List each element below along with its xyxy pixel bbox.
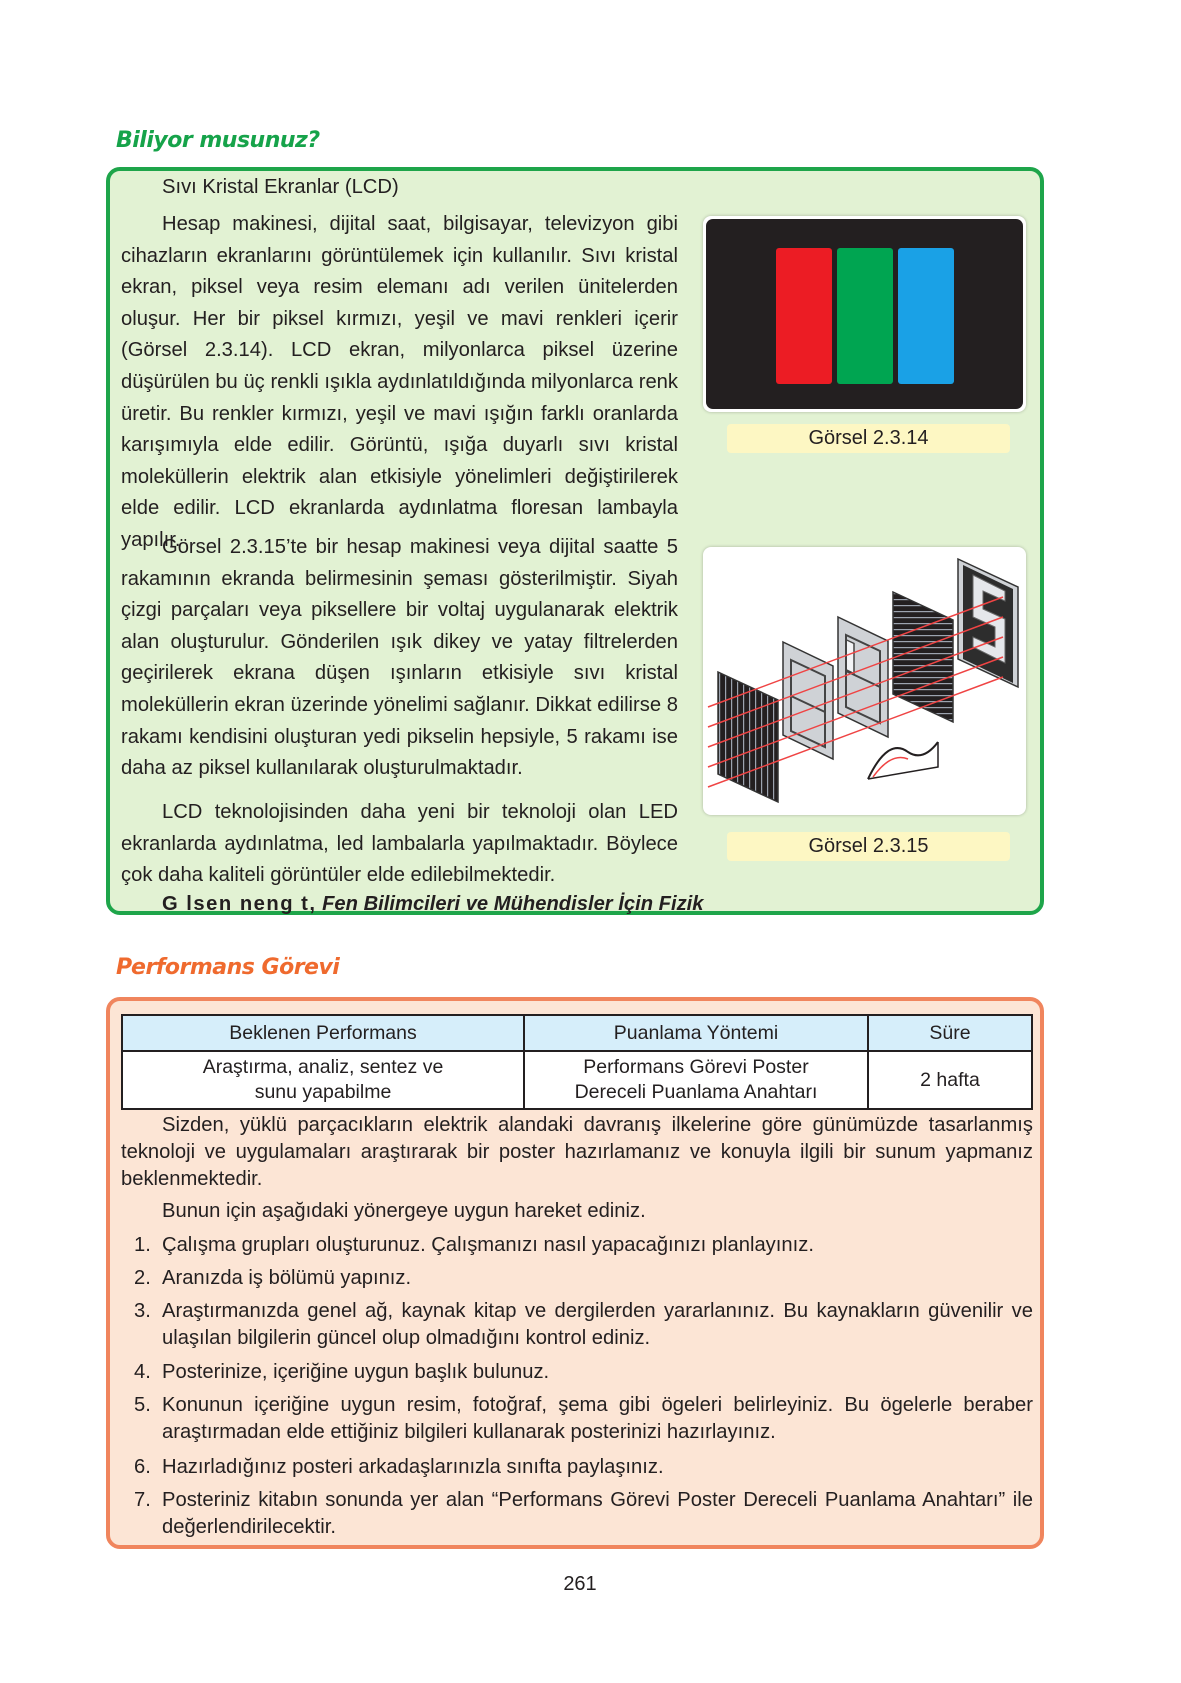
- table-cell: Araştırma, analiz, sentez ve sunu yapabilme: [122, 1051, 524, 1109]
- table-cell: 2 hafta: [868, 1051, 1032, 1109]
- source-author: G lsen neng t,: [162, 893, 317, 915]
- performance-task-title: Performans Görevi: [116, 955, 340, 980]
- list-item: 5. Konunun içeriğine uygun resim, fotoğraf, şema gibi ögeleri belirleyiniz. Bu ögelerle beraber araştırmadan elde ettiğiniz bilgileri kullanarak posterinizi hazırlayınız.: [134, 1394, 1033, 1443]
- page-number: 261: [563, 1573, 597, 1595]
- table-header-cell: Puanlama Yöntemi: [524, 1015, 868, 1051]
- lcd-paragraph-1: Hesap makinesi, dijital saat, bilgisayar, televizyon gibi cihazların ekranlarını görüntülemek için kullanılır. Sıvı kristal ekran, piksel veya resim elemanı adı verilen ünitelerden oluşur. Her bir piksel kırmızı, yeşil ve mavi renkleri içerir (Görsel 2.3.14). LCD ekran, milyonlarca piksel üzerine düşürülen bu üç renkli ışıkla aydınlatıldığında milyonlarca renk üretir. Bu renkler kırmızı, yeşil ve mavi ışığın farklı oranlarda karışımıyla elde edilir. Görüntü, ışığa duyarlı sıvı kristal moleküllerin elektrik alan etkisiyle yönelimleri değiştirilerek elde edilir. LCD ekranlarda aydınlatma floresan lambayla yapılır.: [121, 213, 678, 551]
- list-item: 2. Aranızda iş bölümü yapınız.: [134, 1267, 412, 1289]
- table-header-row: [122, 1015, 1032, 1051]
- lcd-heading: Sıvı Kristal Ekranlar (LCD): [162, 176, 399, 198]
- figure-lcd-layers: [703, 547, 1026, 815]
- table-header-cell: Beklenen Performans: [122, 1015, 524, 1051]
- performance-instruction: Bunun için aşağıdaki yönergeye uygun hareket ediniz.: [162, 1200, 646, 1222]
- list-item: 4. Posterinize, içeriğine uygun başlık bulunuz.: [134, 1361, 550, 1383]
- rgb-pixel-illustration: [703, 216, 1026, 412]
- table-row: [122, 1051, 1032, 1109]
- lcd-paragraph-3: LCD teknolojisinden daha yeni bir teknoloji olan LED ekranlarda aydınlatma, led lambalarla yapılmaktadır. Böylece çok daha kaliteli görüntüler elde edilebilmektedir.: [121, 801, 678, 887]
- table-header-cell: Süre: [868, 1015, 1032, 1051]
- source-citation: [162, 893, 704, 916]
- did-you-know-title: Biliyor musunuz?: [116, 128, 320, 153]
- lcd-paragraph-2: Görsel 2.3.15’te bir hesap makinesi veya dijital saatte 5 rakamının ekranda belirmesinin şeması gösterilmiştir. Siyah çizgi parçaları veya piksellere bir voltaj uygulanarak elektrik alan oluşturulur. Gönderilen ışık dikey ve yatay filtrelerden geçirilerek ekrana düşen ışınların etkisiyle sıvı kristal moleküllerin ekran üzerinde yönelimi sağlanır. Dikkat edilirse 8 rakamı kendisini oluşturan yedi pikselin hepsiyle, 5 rakamı ise daha az piksel kullanılarak oluşturulmaktadır.: [121, 536, 678, 780]
- source-title: Fen Bilimcileri ve Mühendisler İçin Fizik: [322, 893, 704, 915]
- figure-2-caption: Görsel 2.3.15: [727, 832, 1010, 861]
- red-subpixel: [776, 248, 832, 384]
- figure-rgb-pixel: [703, 216, 1026, 412]
- list-item: 1. Çalışma grupları oluşturunuz. Çalışmanızı nasıl yapacağınızı planlayınız.: [134, 1234, 814, 1256]
- figure-1-caption: Görsel 2.3.14: [727, 424, 1010, 453]
- lcd-layer-diagram: [703, 547, 1026, 815]
- list-item: 6. Hazırladığınız posteri arkadaşlarınızla sınıfta paylaşınız.: [134, 1456, 664, 1478]
- list-item: 3. Araştırmanızda genel ağ, kaynak kitap ve dergilerden yararlanınız. Bu kaynakların güvenilir ve ulaşılan bilgilerin güncel olup olmadığını kontrol ediniz.: [134, 1300, 1033, 1349]
- performance-intro: Sizden, yüklü parçacıkların elektrik alandaki davranış ilkelerine göre günümüzde tasarlanmış teknoloji ve uygulamaları araştırarak bir poster hazırlamanız ve konuyla ilgili bir sunum yapmanız beklenmektedir.: [121, 1114, 1033, 1190]
- blue-subpixel: [898, 248, 954, 384]
- performance-table: [121, 1014, 1033, 1110]
- green-subpixel: [837, 248, 893, 384]
- table-cell: Performans Görevi Poster Dereceli Puanlama Anahtarı: [524, 1051, 868, 1109]
- list-item: 7. Posteriniz kitabın sonunda yer alan “Performans Görevi Poster Dereceli Puanlama Anahtarı” ile değerlendirilecektir.: [134, 1489, 1033, 1538]
